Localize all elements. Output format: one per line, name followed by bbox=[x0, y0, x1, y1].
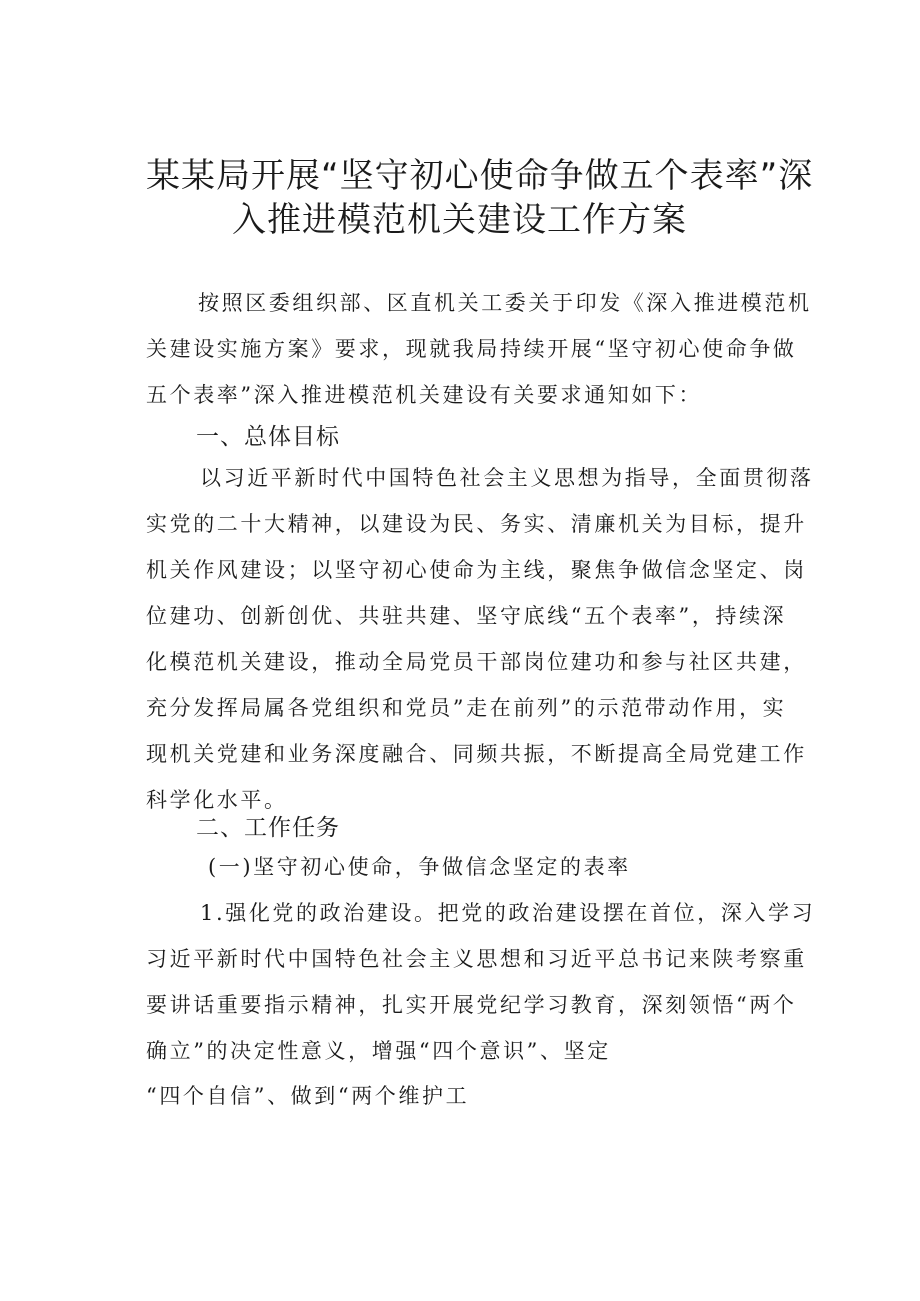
item1-line-3: 要讲话重要指示精神，扎实开展党纪学习教育，深刻领悟“两个 bbox=[146, 993, 797, 1017]
section1-line-3: 机关作风建设；以坚守初心使命为主线，聚焦争做信念坚定、岗 bbox=[146, 558, 807, 582]
document-title-line-2: 入推进模范机关建设工作方案 bbox=[232, 200, 687, 240]
item1-line-1: 1.强化党的政治建设。把党的政治建设摆在首位，深入学习 bbox=[200, 901, 816, 925]
item1-line-5: “四个自信”、做到“两个维护工 bbox=[146, 1084, 470, 1108]
section1-line-2: 实党的二十大精神，以建设为民、务实、清廉机关为目标，提升 bbox=[146, 512, 807, 536]
document-title-line-1: 某某局开展“坚守初心使命争做五个表率”深 bbox=[146, 156, 814, 196]
item1-line-4: 确立”的决定性意义，增强“四个意识”、坚定 bbox=[146, 1039, 611, 1063]
intro-line-3: 五个表率”深入推进模范机关建设有关要求通知如下： bbox=[146, 383, 703, 407]
intro-line-1: 按照区委组织部、区直机关工委关于印发《深入推进模范机 bbox=[198, 291, 812, 315]
section1-line-7: 现机关党建和业务深度融合、同频共振，不断提高全局党建工作 bbox=[146, 742, 807, 766]
section-heading-2: 二、工作任务 bbox=[196, 815, 340, 841]
section1-line-1: 以习近平新时代中国特色社会主义思想为指导，全面贯彻落 bbox=[200, 466, 814, 490]
section-heading-1: 一、总体目标 bbox=[196, 424, 340, 450]
subsection-heading-1: (一)坚守初心使命，争做信念坚定的表率 bbox=[208, 855, 631, 879]
intro-line-2: 关建设实施方案》要求，现就我局持续开展“坚守初心使命争做 bbox=[146, 337, 797, 361]
section1-line-8: 科学化水平。 bbox=[146, 788, 288, 812]
section1-line-4: 位建功、创新创优、共驻共建、坚守底线“五个表率”，持续深 bbox=[146, 604, 787, 628]
section1-line-6: 充分发挥局属各党组织和党员”走在前列”的示范带动作用，实 bbox=[146, 696, 787, 720]
item1-line-2: 习近平新时代中国特色社会主义思想和习近平总书记来陕考察重 bbox=[146, 947, 807, 971]
section1-line-5: 化模范机关建设，推动全局党员干部岗位建功和参与社区共建， bbox=[146, 650, 807, 674]
